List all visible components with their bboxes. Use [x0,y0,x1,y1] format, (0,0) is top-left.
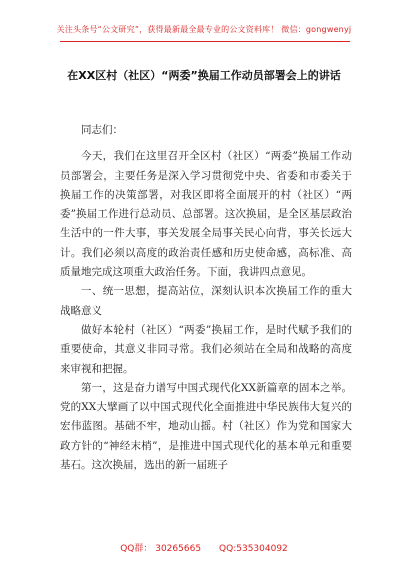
greeting: 同志们： [81,124,123,136]
section-heading-1: 一、统一思想，提高站位，深刻认识本次换届工作的重大战略意义 [60,285,352,317]
document-body [60,121,352,475]
paragraph-intro: 今天，我们在这里召开全区村（社区）“两委”换届工作动员部署会，主要任务是深入学习贯彻党中央、省委和市委关于换届工作的决策部署，对我区即将全面展开的村（社区）“两委”换届工作进行总动员、总部署。这次换届，是全区基层政治生活中的一件大事，事关发展全局事关民心向背，事关长远大计。我们必须以高度的政治责任感和历史使命感，高标准、高质量地完成这项重大政治任务。下面，我讲四点意见。 [60,150,352,279]
document-title: 在XX区村（社区）“两委”换届工作动员部署会上的讲话 [67,69,341,82]
qq-group-number: QQ群： 30265665 [120,544,202,554]
qq-number: QQ:535304092 [219,544,288,554]
footer-contact [0,541,408,554]
paragraph-significance: 做好本轮村（社区）“两委”换届工作，是时代赋予我们的重要使命，其意义非同寻常。我们必须站在全局和战略的高度来审视和把握。 [60,323,352,375]
paragraph-point-1: 第一，这是奋力谱写中国式现代化XX新篇章的固本之举。党的XX大擘画了以中国式现代化全面推进中华民族伟大复兴的宏伟蓝图。基础不牢，地动山摇。村（社区）作为党和国家大政方针的“神经末梢”，是推进中国式现代化的基本单元和重要基石。这次换届，选出的新一届班子 [60,381,352,472]
header-divider [60,41,350,42]
header-banner: 关注头条号“公文研究”，获得最新最全最专业的公文资料库！ 微信：gongwenyj [56,25,352,34]
